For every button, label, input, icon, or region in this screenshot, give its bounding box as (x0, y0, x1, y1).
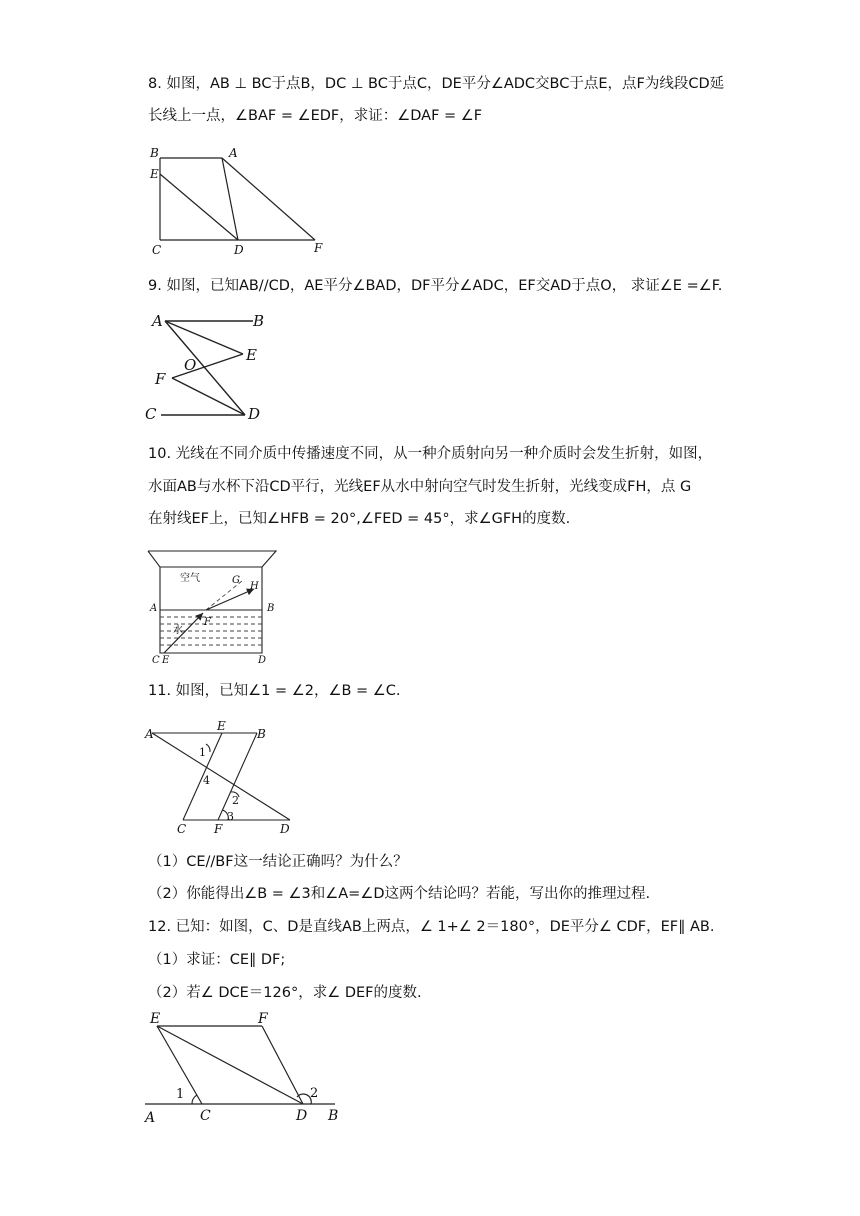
q9-label-E: E (246, 346, 257, 364)
q10-label-B: B (267, 603, 275, 614)
q10-label-G: G (232, 575, 240, 586)
q9-text-line1: 9. 如图，已知AB//CD，AE平分∠BAD，DF平分∠ADC，EF交AD于点O， 求证∠E =∠F. (148, 278, 723, 294)
q8-label-F: F (314, 241, 323, 255)
q11-angle-1: 1 (199, 746, 206, 759)
q12-sub2: （2）若∠ DCE＝126°，求∠ DEF的度数. (148, 985, 422, 1001)
q11-angle-2: 2 (232, 794, 239, 807)
q12-text-line1: 12. 已知：如图，C、D是直线AB上两点，∠ 1+∠ 2＝180°，DE平分∠ CDF，EF∥ AB. (148, 919, 715, 935)
q12-label-B: B (328, 1108, 339, 1124)
q9-figure (140, 308, 280, 428)
q11-text-line1: 11. 如图，已知∠1 = ∠2，∠B = ∠C. (148, 683, 401, 699)
q10-label-E: E (162, 655, 170, 666)
q8-text-line2: 长线上一点，∠BAF = ∠EDF，求证：∠DAF = ∠F (148, 108, 483, 124)
q11-angle-3: 3 (227, 810, 234, 823)
q10-text-line3: 在射线EF上，已知∠HFB = 20°,∠FED = 45°，求∠GFH的度数. (148, 511, 571, 527)
q11-figure (140, 718, 300, 838)
q9-label-B: B (253, 312, 265, 330)
q12-label-C: C (200, 1108, 211, 1124)
q10-label-water: 水 (173, 625, 183, 636)
q11-angle-4: 4 (203, 774, 210, 787)
q8-label-B: B (150, 146, 159, 160)
q10-text-line1: 10. 光线在不同介质中传播速度不同，从一种介质射向另一种介质时会发生折射，如图， (148, 446, 713, 462)
q10-label-A: A (150, 603, 158, 614)
q12-label-E: E (150, 1011, 161, 1027)
q11-label-F: F (214, 822, 223, 836)
q11-label-E: E (217, 719, 226, 733)
q10-label-F: F (204, 617, 211, 628)
q11-label-C: C (177, 822, 187, 836)
q9-label-O: O (184, 356, 197, 374)
q9-label-C: C (145, 405, 157, 423)
q12-angle-1: 1 (176, 1087, 185, 1102)
q10-label-C: C (152, 655, 160, 666)
q8-label-A: A (229, 146, 238, 160)
q11-label-A: A (145, 727, 154, 741)
q11-label-D: D (280, 822, 290, 836)
q8-figure (140, 140, 340, 262)
q8-label-D: D (234, 243, 244, 257)
q12-label-A: A (145, 1110, 156, 1126)
q10-figure (140, 545, 290, 669)
q9-label-D: D (248, 405, 261, 423)
q12-angle-2: 2 (310, 1086, 319, 1101)
q11-sub2: （2）你能得出∠B = ∠3和∠A=∠D这两个结论吗？若能，写出你的推理过程. (148, 886, 651, 902)
q11-sub1: （1）CE//BF这一结论正确吗？为什么？ (148, 854, 408, 870)
q10-label-D: D (258, 655, 267, 666)
q12-label-F: F (258, 1011, 268, 1027)
q12-label-D: D (296, 1108, 308, 1124)
q10-label-H: H (250, 581, 259, 592)
q8-label-E: E (150, 167, 159, 181)
q10-text-line2: 水面AB与水杯下沿CD平行，光线EF从水中射向空气时发生折射，光线变成FH，点 G (148, 479, 692, 495)
q9-label-F: F (155, 370, 166, 388)
q9-label-A: A (152, 312, 163, 330)
q10-label-air: 空气 (180, 573, 200, 584)
q8-label-C: C (152, 243, 162, 257)
q8-text-line1: 8. 如图，AB ⊥ BC于点B，DC ⊥ BC于点C，DE平分∠ADC交BC于点E，点F为线段CD延 (148, 76, 725, 92)
q11-label-B: B (257, 727, 266, 741)
q12-figure (140, 1008, 350, 1126)
q12-sub1: （1）求证：CE∥ DF; (148, 952, 286, 968)
